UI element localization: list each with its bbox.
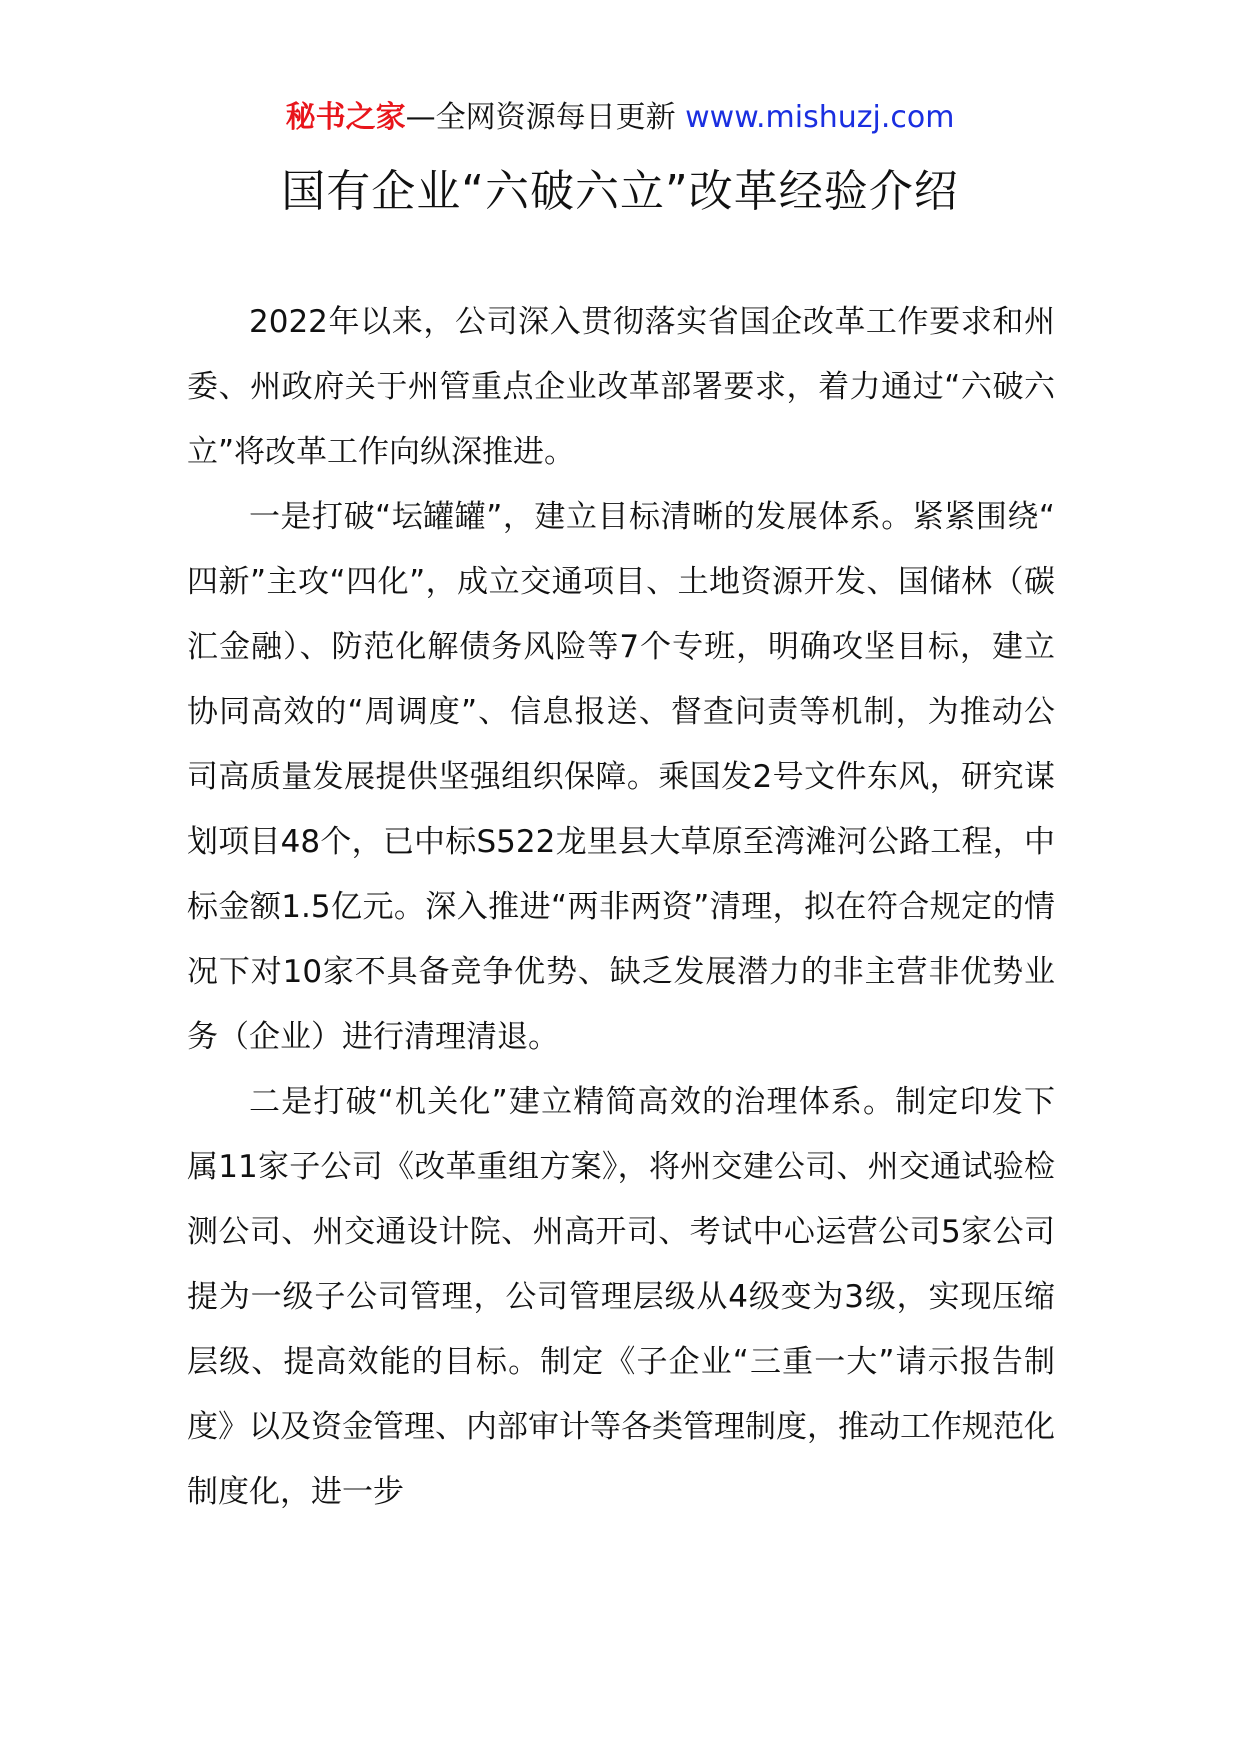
brand-name: 秘书之家 [285, 100, 406, 135]
paragraph-second-point: 二是打破“机关化”建立精简高效的治理体系。制定印发下属11家子公司《改革重组方案》，将州交建公司、州交通试验检测公司、州交通设计院、州高开司、考试中心运营公司5家公司提为一级子公司管理，公司管理层级从4级变为3级，实现压缩层级、提高效能的目标。制定《子企业“三重一大”请示报告制度》以及资金管理、内部审计等各类管理制度，推动工作规范化制度化，进一步 [187, 1084, 1055, 1510]
paragraph-intro: 2022年以来，公司深入贯彻落实省国企改革工作要求和州委、州政府关于州管重点企业改革部署要求，着力通过“六破六立”将改革工作向纵深推进。 [187, 304, 1055, 470]
site-url-link[interactable]: www.mishuzj.com [685, 100, 955, 135]
document-title: 国有企业“六破六立”改革经验介绍 [281, 166, 959, 217]
paragraph-first-point: 一是打破“坛罐罐”，建立目标清晰的发展体系。紧紧围绕“四新”主攻“四化”，成立交通项目、土地资源开发、国储林（碳汇金融）、防范化解债务风险等7个专班，明确攻坚目标，建立协同高效的“周调度”、信息报送、督查问责等机制，为推动公司高质量发展提供坚强组织保障。乘国发2号文件东风，研究谋划项目48个，已中标S522龙里县大草原至湾滩河公路工程，中标金额1.5亿元。深入推进“两非两资”清理，拟在符合规定的情况下对10家不具备竞争优势、缺乏发展潜力的非主营非优势业务（企业）进行清理清退。 [187, 499, 1055, 1055]
site-header [0, 98, 1240, 138]
header-slogan: —全网资源每日更新 [405, 100, 676, 135]
document-body [187, 290, 1055, 1525]
